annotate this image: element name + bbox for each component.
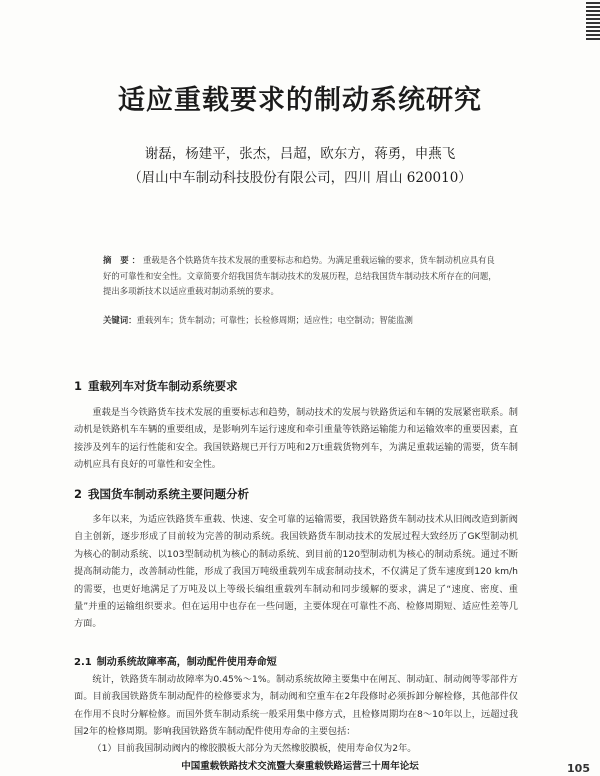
keywords-label: 关键词：: [103, 315, 137, 325]
section-number: 2: [74, 487, 83, 501]
abstract-block: [103, 253, 503, 300]
section-number: 1: [74, 379, 83, 393]
page-number: 105: [567, 762, 590, 775]
page-footer: 中国重载铁路技术交流暨大秦重载铁路运营三十周年论坛: [181, 761, 419, 772]
section-heading: [74, 486, 249, 502]
section-title: 我国货车制动系统主要问题分析: [88, 487, 250, 501]
abstract-label: 摘 要：: [103, 255, 144, 265]
abstract-text: 重载是各个铁路货车技术发展的重要标志和趋势。为满足重载运输的要求，货车制动机应具有良好的可靠性和安全性。文章简要介绍我国货车制动技术的发展历程，总结我国货车制动技术所存在的问题，提出多项新技术以适应重载对制动系统的要求。: [103, 255, 497, 296]
subsection-number: 2.1: [74, 657, 92, 668]
subsection-paragraph: 统计，铁路货车制动故障率为0.45%～1%。制动系统故障主要集中在闸瓦、制动缸、制动阀等零部件方面。目前我国铁路货车制动配件的检修要求为，制动阀和空重车在2年段修时必须拆卸分解检修，其他部件仅在作用不良时分解检修。而国外货车制动系统一般采用集中修方式，且检修周期均在8～10年以上，远超过我国2年的检修周期。影响我国铁路货车制动配件使用寿命的主要包括：: [74, 674, 518, 738]
scan-edge-mark: [586, 0, 600, 40]
subsection-list-item: （1）目前我国制动阀内的橡胶膜板大部分为天然橡胶膜板，使用寿命仅为2年。: [92, 743, 417, 754]
author-list: 谢磊，杨建平，张杰，吕超，欧东方，蒋勇，申燕飞: [144, 146, 456, 162]
keywords-block: [103, 313, 523, 328]
subsection-heading: [74, 653, 277, 668]
keywords-text: 重载列车；货车制动；可靠性；长检修周期；适应性；电空制动；智能监测: [136, 315, 413, 325]
author-affiliation: （眉山中车制动科技股份有限公司，四川 眉山 620010）: [128, 170, 472, 186]
section-2-paragraph: 多年以来，为适应铁路货车重载、快速、安全可靠的运输需要，我国铁路货车制动技术从旧阀改造到新阀自主创新，逐步形成了目前较为完善的制动系统。我国铁路货车制动技术的发展过程大致经历了GK型制动机为核心的制动系统、以103型制动机为核心的制动系统、到目前的120型制动机为核心的制动系统。通过不断提高制动能力，改善制动性能，形成了我国万吨级重载列车成套制动技术，不仅满足了货车速度到120 km/h的需要，也更好地满足了万吨及以上等级长编组重载列车制动和同步缓解的要求，满足了“速度、密度、重量”并重的运输组织要求。但在运用中也存在一些问题，主要体现在可靠性不高、检修周期短、适应性差等几方面。: [74, 514, 518, 630]
paper-title: 适应重载要求的制动系统研究: [118, 85, 482, 116]
subsection-title: 制动系统故障率高，制动配件使用寿命短: [96, 657, 277, 668]
section-heading: [74, 378, 238, 394]
section-title: 重载列车对货车制动系统要求: [88, 379, 238, 393]
section-1-paragraph: 重载是当今铁路货车技术发展的重要标志和趋势，制动技术的发展与铁路货运和车辆的发展紧密联系。制动机是铁路机车车辆的重要组成，是影响列车运行速度和牵引重量等铁路运输能力和运输效率的重要因素，直接涉及列车的运行性能和安全。我国铁路规已开行万吨和2万t重载货物列车，为满足重载运输的需要，货车制动机应具有良好的可靠性和安全性。: [74, 407, 518, 471]
